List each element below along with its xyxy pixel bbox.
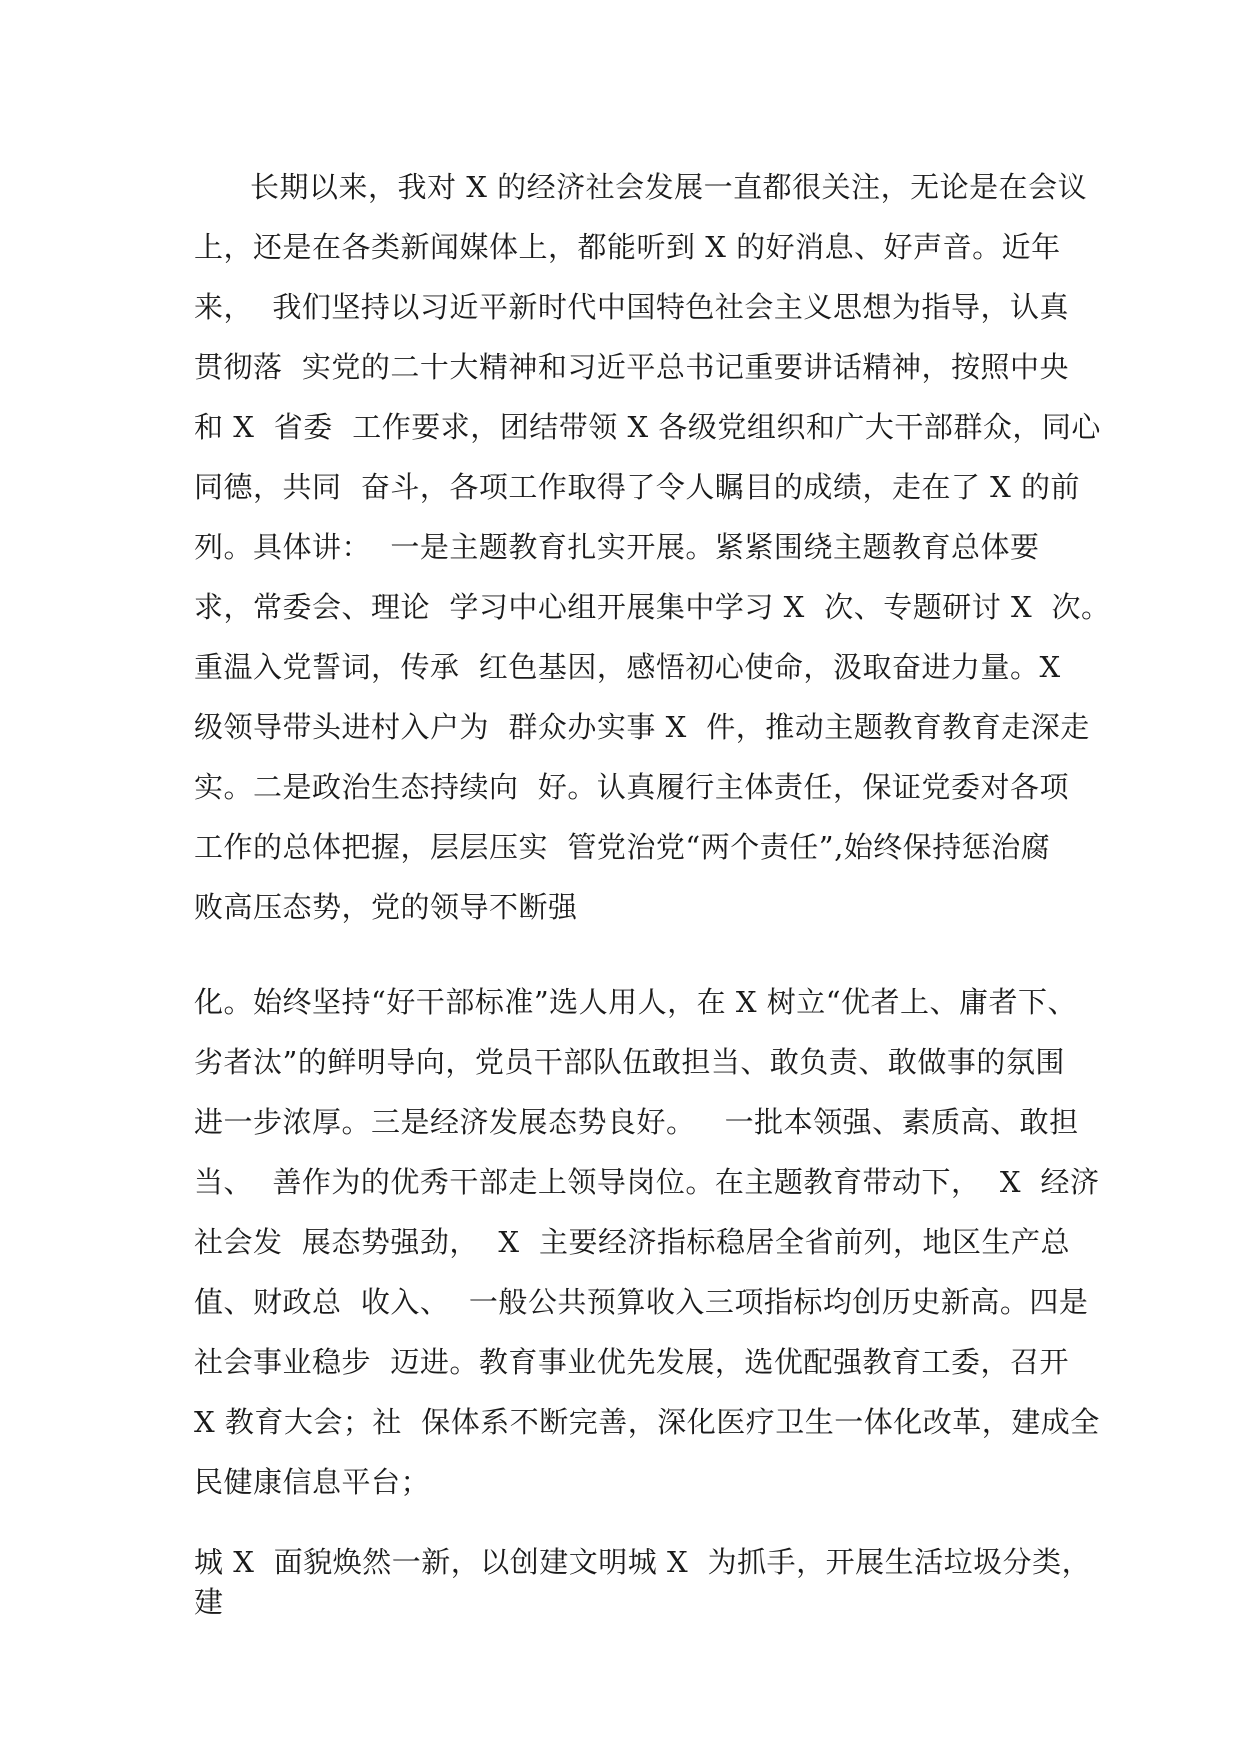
paragraph-line: 败高压态势，党的领导不断强: [194, 890, 578, 924]
paragraph-line: 实。二是政治生态持续向 好。认真履行主体责任，保证党委对各项: [194, 770, 1069, 804]
paragraph-line: 社会事业稳步 迈进。教育事业优先发展，选优配强教育工委，召开: [194, 1345, 1069, 1379]
paragraph-line: 列。具体讲： 一是主题教育扎实开展。紧紧围绕主题教育总体要: [194, 530, 1040, 564]
paragraph-line: 建: [194, 1585, 224, 1619]
paragraph-line: 级领导带头进村入户为 群众办实事 X 件，推动主题教育教育走深走: [194, 710, 1090, 744]
paragraph-line: 长期以来，我对 X 的经济社会发展一直都很关注，无论是在会议: [250, 170, 1088, 204]
paragraph-line: 同德，共同 奋斗，各项工作取得了令人瞩目的成绩，走在了 X 的前: [194, 470, 1081, 504]
paragraph-line: X 教育大会；社 保体系不断完善，深化医疗卫生一体化改革，建成全: [194, 1405, 1100, 1439]
paragraph-line: 劣者汰”的鲜明导向，党员干部队伍敢担当、敢负责、敢做事的氛围: [194, 1045, 1065, 1079]
paragraph-line: 重温入党誓词，传承 红色基因，感悟初心使命，汲取奋进力量。X: [194, 650, 1061, 684]
paragraph-line: 当、 善作为的优秀干部走上领导岗位。在主题教育带动下， X 经济: [194, 1165, 1100, 1199]
paragraph-line: 社会发 展态势强劲， X 主要经济指标稳居全省前列，地区生产总: [194, 1225, 1070, 1259]
paragraph-line: 工作的总体把握，层层压实 管党治党“两个责任”,始终保持惩治腐: [194, 830, 1051, 864]
paragraph-line: 和 X 省委 工作要求，团结带领 X 各级党组织和广大干部群众，同心: [194, 410, 1101, 444]
paragraph-line: 城 X 面貌焕然一新，以创建文明城 X 为抓手，开展生活垃圾分类，: [194, 1545, 1092, 1579]
paragraph-line: 上，还是在各类新闻媒体上，都能听到 X 的好消息、好声音。近年: [194, 230, 1061, 264]
paragraph-line: 来， 我们坚持以习近平新时代中国特色社会主义思想为指导，认真: [194, 290, 1069, 324]
paragraph-line: 进一步浓厚。三是经济发展态势良好。 一批本领强、素质高、敢担: [194, 1105, 1079, 1139]
paragraph-line: 化。始终坚持“好干部标准”选人用人，在 X 树立“优者上、庸者下、: [194, 985, 1078, 1019]
paragraph-line: 值、财政总 收入、 一般公共预算收入三项指标均创历史新高。四是: [194, 1285, 1089, 1319]
paragraph-line: 贯彻落 实党的二十大精神和习近平总书记重要讲话精神，按照中央: [194, 350, 1069, 384]
paragraph-line: 求，常委会、理论 学习中心组开展集中学习 X 次、专题研讨 X 次。: [194, 590, 1111, 624]
paragraph-line: 民健康信息平台；: [194, 1465, 431, 1499]
